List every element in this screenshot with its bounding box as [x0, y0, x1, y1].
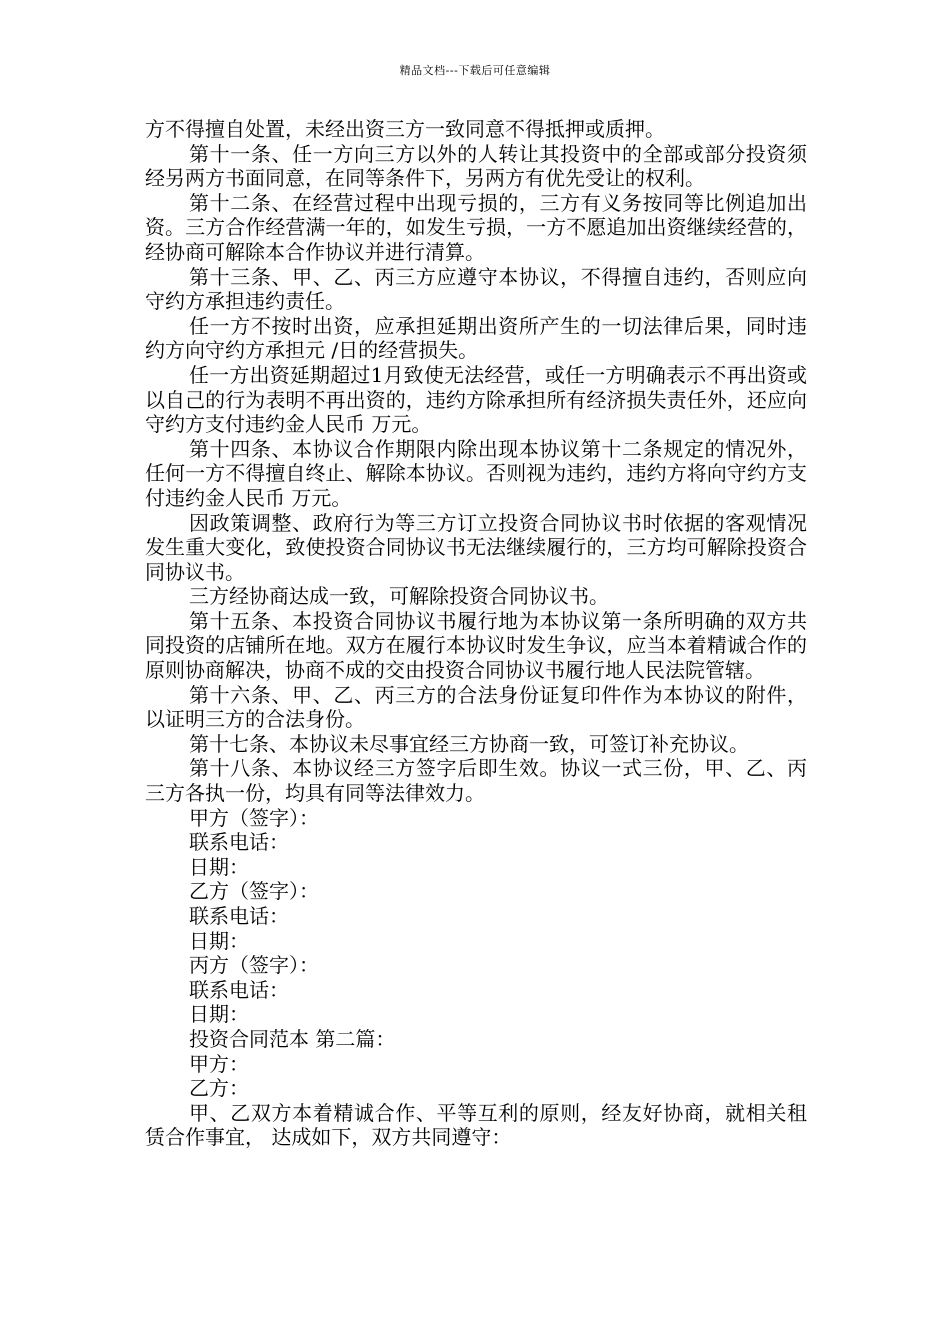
page-header: 精品文档---下载后可任意编辑: [399, 64, 551, 77]
phone-party-a: 联系电话：: [189, 830, 289, 855]
paragraph-article-11: 第十一条、任一方向三方以外的人转让其投资中的全部或部分投资须经另两方书面同意，在同等条件下，另两方有优先受让的权利。: [145, 141, 807, 191]
phone-party-b: 联系电话：: [189, 904, 289, 928]
date-party-b: 日期：: [189, 928, 249, 953]
second-party-b: 乙方：: [189, 1076, 249, 1101]
date-party-c: 日期：: [189, 1002, 249, 1027]
paragraph-1: 方不得擅自处置，未经出资三方一致同意不得抵押或质押。: [145, 117, 665, 141]
paragraph-delay-penalty: 任一方出资延期超过1月致使无法经营，或任一方明确表示不再出资或以自己的行为表明不再出资的，违约方除承担所有经济损失责任外，还应向守约方支付违约金人民币 万元。: [145, 362, 807, 437]
paragraph-article-18: 第十八条、本协议经三方签字后即生效。协议一式三份，甲、乙、丙三方各执一份，均具有同等法律效力。: [145, 756, 807, 806]
paragraph-article-17: 第十七条、本协议未尽事宜经三方协商一致，可签订补充协议。: [189, 731, 749, 756]
second-template-heading: 投资合同范本 第二篇：: [189, 1026, 396, 1051]
document-body: [145, 117, 807, 1150]
paragraph-policy-change: 因政策调整、政府行为等三方订立投资合同协议书时依据的客观情况发生重大变化，致使投资合同协议书无法继续履行的，三方均可解除投资合同协议书。: [145, 510, 807, 584]
second-party-a: 甲方：: [189, 1051, 249, 1076]
signature-party-a: 甲方（签字）：: [189, 805, 319, 830]
paragraph-mutual-termination: 三方经协商达成一致，可解除投资合同协议书。: [189, 584, 609, 609]
paragraph-article-12: 第十二条、在经营过程中出现亏损的，三方有义务按同等比例追加出资。三方合作经营满一年的，如发生亏损，一方不愿追加出资继续经营的，经协商可解除本合作协议并进行清算。: [145, 190, 807, 264]
paragraph-article-13: 第十三条、甲、乙、丙三方应遵守本协议，不得擅自违约，否则应向守约方承担违约责任。: [145, 264, 807, 314]
date-party-a: 日期：: [189, 854, 249, 879]
signature-party-c: 丙方（签字）：: [189, 953, 319, 978]
paragraph-article-16: 第十六条、甲、乙、丙三方的合法身份证复印件作为本协议的附件，以证明三方的合法身份。: [145, 682, 807, 732]
phone-party-c: 联系电话：: [189, 977, 289, 1002]
second-intro-paragraph: 甲、乙双方本着精诚合作、平等互利的原则，经友好协商，就相关租赁合作事宜， 达成如下，双方共同遵守：: [145, 1100, 807, 1150]
paragraph-late-payment: 任一方不按时出资，应承担延期出资所产生的一切法律后果，同时违约方向守约方承担元 /日的经营损失。: [145, 313, 807, 363]
paragraph-article-14: 第十四条、本协议合作期限内除出现本协议第十二条规定的情况外，任何一方不得擅自终止、解除本协议。否则视为违约，违约方将向守约方支付违约金人民币 万元。: [145, 436, 807, 510]
signature-party-b: 乙方（签字）：: [189, 879, 319, 904]
paragraph-article-15: 第十五条、本投资合同协议书履行地为本协议第一条所明确的双方共同投资的店铺所在地。双方在履行本协议时发生争议，应当本着精诚合作的原则协商解决，协商不成的交由投资合同协议书履行地人民法院管辖。: [145, 608, 807, 683]
